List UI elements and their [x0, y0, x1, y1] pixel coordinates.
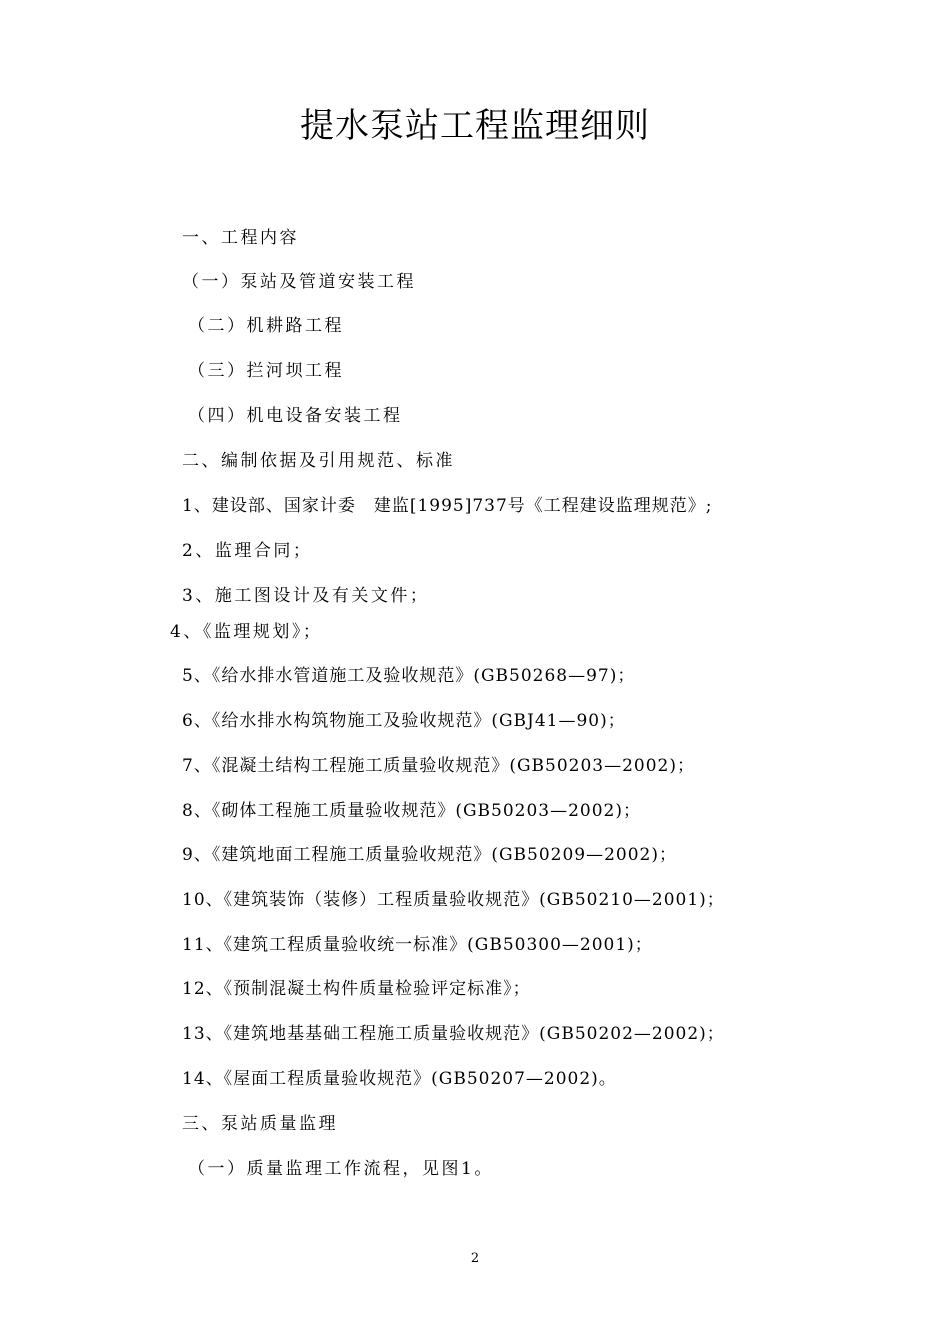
reference-item-1: 1、建设部、国家计委 建监[1995]737号《工程建设监理规范》;: [182, 496, 713, 516]
subsection-quality-workflow: （一）质量监理工作流程，见图1。: [188, 1159, 494, 1179]
reference-item-7: 7、《混凝土结构工程施工质量验收规范》(GB50203—2002)；: [182, 756, 695, 776]
page-number: 2: [470, 1251, 480, 1266]
reference-item-10: 10、《建筑装饰（装修）工程质量验收规范》(GB50210—2001)；: [182, 890, 725, 910]
reference-item-4: 4、《监理规划》；: [170, 622, 323, 642]
subsection-electromechanical: （四）机电设备安装工程: [188, 406, 403, 426]
reference-item-11: 11、《建筑工程质量验收统一标准》(GB50300—2001)；: [182, 935, 653, 955]
reference-item-2: 2、监理合同；: [182, 541, 313, 561]
reference-item-3: 3、施工图设计及有关文件；: [182, 586, 430, 606]
document-title: 提水泵站工程监理细则: [300, 106, 650, 146]
reference-item-8: 8、《砌体工程施工质量验收规范》(GB50203—2002)；: [182, 801, 641, 821]
reference-item-9: 9、《建筑地面工程施工质量验收规范》(GB50209—2002)；: [182, 845, 677, 865]
subsection-dam: （三）拦河坝工程: [188, 361, 344, 381]
section-heading-2: 二、编制依据及引用规范、标准: [182, 451, 455, 471]
reference-item-14: 14、《屋面工程质量验收规范》(GB50207—2002)。: [182, 1069, 617, 1089]
section-heading-3: 三、泵站质量监理: [182, 1114, 338, 1134]
subsection-pump-station: （一）泵站及管道安装工程: [182, 272, 416, 292]
reference-item-5: 5、《给水排水管道施工及验收规范》(GB50268—97)；: [182, 666, 636, 686]
reference-item-12: 12、《预制混凝土构件质量检验评定标准》；: [182, 979, 531, 999]
subsection-farm-road: （二）机耕路工程: [188, 316, 344, 336]
reference-item-13: 13、《建筑地基基础工程施工质量验收规范》(GB50202—2002)；: [182, 1024, 725, 1044]
section-heading-1: 一、工程内容: [182, 228, 299, 248]
reference-item-6: 6、《给水排水构筑物施工及验收规范》(GBJ41—90)；: [182, 711, 626, 731]
